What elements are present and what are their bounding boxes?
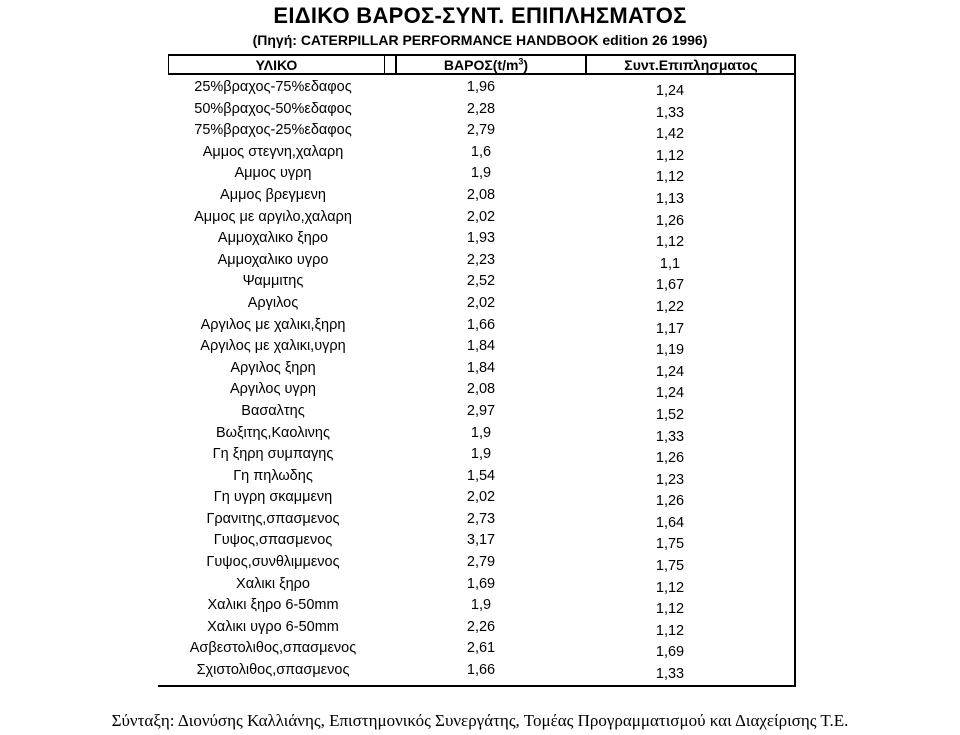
cell-weight: 2,23	[466, 251, 496, 268]
table-row	[158, 292, 794, 314]
table-row	[158, 637, 794, 659]
table-row	[158, 270, 794, 292]
cell-weight: 2,26	[466, 618, 496, 635]
table-row	[158, 486, 794, 508]
cell-material: Χαλικι υγρο 6-50mm	[207, 618, 339, 635]
cell-material: 50%βραχος-50%εδαφος	[194, 100, 352, 117]
cell-material: Σχιστολιθος,σπασμενος	[196, 662, 350, 679]
cell-weight: 1,84	[466, 338, 496, 355]
table-header	[168, 54, 794, 75]
cell-material: Αργιλος ξηρη	[230, 359, 316, 376]
cell-swell-factor: 1,33	[655, 666, 685, 683]
cell-material: Αμμοχαλικο ξηρο	[217, 230, 329, 247]
cell-swell-factor: 1,33	[655, 428, 685, 445]
cell-material: Γη πηλωδης	[233, 467, 313, 484]
table-row	[158, 551, 794, 573]
table-row	[158, 616, 794, 638]
cell-swell-factor: 1,24	[655, 363, 685, 380]
table-row	[158, 314, 794, 336]
cell-swell-factor: 1,26	[655, 450, 685, 467]
cell-swell-factor: 1,26	[655, 493, 685, 510]
cell-weight: 1,9	[470, 597, 492, 614]
table-row	[158, 422, 794, 444]
cell-weight: 1,96	[466, 79, 496, 95]
cell-swell-factor: 1,17	[655, 320, 685, 337]
cell-weight: 2,02	[466, 208, 496, 225]
header-material: ΥΛΙΚΟ	[169, 56, 385, 75]
table-row	[158, 206, 794, 228]
cell-weight: 2,61	[466, 640, 496, 657]
header-weight-superscript: 3	[518, 56, 524, 67]
cell-material: Ασβεστολιθος,σπασμενος	[189, 640, 357, 657]
table-row	[158, 227, 794, 249]
cell-swell-factor: 1,33	[655, 104, 685, 121]
cell-weight: 2,02	[466, 489, 496, 506]
table-row	[158, 400, 794, 422]
cell-swell-factor: 1,64	[655, 514, 685, 531]
cell-material: Αργιλος με χαλικι,ξηρη	[200, 316, 346, 333]
header-swell-factor: Συντ.Επιπλησματος	[585, 56, 795, 75]
cell-weight: 2,73	[466, 510, 496, 527]
cell-swell-factor: 1,24	[655, 385, 685, 402]
table-row	[158, 659, 794, 681]
cell-swell-factor: 1,24	[655, 83, 685, 99]
cell-material: Αμμος βρεγμενη	[220, 186, 326, 203]
table-row	[158, 141, 794, 163]
table-row	[158, 508, 794, 530]
cell-weight: 1,69	[466, 575, 496, 592]
cell-swell-factor: 1,42	[655, 126, 685, 143]
cell-material: Χαλικι ξηρο 6-50mm	[207, 597, 339, 614]
cell-material: Γη ξηρη συμπαγης	[212, 446, 334, 463]
cell-material: Αμμοχαλικο υγρο	[217, 251, 329, 268]
cell-swell-factor: 1,52	[655, 406, 685, 423]
header-weight-close: )	[523, 57, 529, 73]
cell-material: Ψαμμιτης	[242, 273, 304, 290]
cell-material: Γρανιτης,σπασμενος	[206, 510, 340, 527]
cell-swell-factor: 1,12	[655, 147, 685, 164]
cell-swell-factor: 1,12	[655, 622, 685, 639]
footer-credit: Σύνταξη: Διονύσης Καλλιάνης, Επιστημονικός Συνεργάτης, Τομέας Προγραμματισμού και Διαχείρισης Τ.Ε.	[111, 711, 849, 730]
cell-swell-factor: 1,75	[655, 558, 685, 575]
cell-material: Χαλικι ξηρο	[236, 575, 310, 592]
cell-swell-factor: 1,67	[655, 277, 685, 294]
cell-material: 25%βραχος-75%εδαφος	[194, 79, 352, 95]
table-row	[158, 529, 794, 551]
table-row	[158, 76, 794, 98]
cell-weight: 2,08	[466, 381, 496, 398]
table-row	[158, 378, 794, 400]
cell-weight: 1,9	[470, 424, 492, 441]
cell-material: Αργιλος υγρη	[230, 381, 316, 398]
cell-material: Γη υγρη σκαμμενη	[213, 489, 333, 506]
cell-weight: 1,84	[466, 359, 496, 376]
table-row	[158, 465, 794, 487]
cell-swell-factor: 1,1	[659, 255, 681, 272]
table-row	[158, 573, 794, 595]
table-row	[158, 249, 794, 271]
cell-material: Βασαλτης	[241, 402, 305, 419]
header-weight	[395, 56, 575, 75]
cell-weight: 2,52	[466, 273, 496, 290]
cell-weight: 1,9	[470, 165, 492, 182]
cell-swell-factor: 1,12	[655, 579, 685, 596]
cell-swell-factor: 1,19	[655, 342, 685, 359]
cell-weight: 2,02	[466, 294, 496, 311]
cell-swell-factor: 1,26	[655, 212, 685, 229]
cell-weight: 1,9	[470, 446, 492, 463]
cell-material: Αμμος υγρη	[234, 165, 312, 182]
header-weight-label: ΒΑΡΟΣ(t/m	[443, 57, 519, 73]
table-row	[158, 184, 794, 206]
cell-material: Γυψος,σπασμενος	[213, 532, 333, 549]
cell-swell-factor: 1,12	[655, 601, 685, 618]
cell-weight: 1,93	[466, 230, 496, 247]
cell-weight: 2,08	[466, 186, 496, 203]
table-row	[158, 357, 794, 379]
cell-weight: 2,28	[466, 100, 496, 117]
cell-swell-factor: 1,22	[655, 298, 685, 315]
data-table	[158, 54, 796, 687]
cell-material: Αργιλος με χαλικι,υγρη	[200, 338, 346, 355]
table-row	[158, 594, 794, 616]
cell-swell-factor: 1,13	[655, 190, 685, 207]
cell-swell-factor: 1,23	[655, 471, 685, 488]
page-subtitle: (Πηγή: CATERPILLAR PERFORMANCE HANDBOOK edition 26 1996)	[252, 32, 708, 48]
page-title: ΕΙΔΙΚΟ ΒΑΡΟΣ-ΣΥΝΤ. ΕΠΙΠΛΗΣΜΑΤΟΣ	[273, 3, 687, 28]
table-row	[158, 335, 794, 357]
cell-weight: 1,6	[470, 143, 492, 160]
cell-material: 75%βραχος-25%εδαφος	[194, 122, 352, 139]
cell-weight: 1,54	[466, 467, 496, 484]
cell-weight: 2,97	[466, 402, 496, 419]
table-row	[158, 98, 794, 120]
cell-material: Αμμος με αργιλο,χαλαρη	[194, 208, 352, 225]
table-row	[158, 443, 794, 465]
table-body	[158, 76, 794, 681]
table-row	[158, 162, 794, 184]
cell-weight: 3,17	[466, 532, 496, 549]
cell-weight: 2,79	[466, 554, 496, 571]
cell-swell-factor: 1,69	[655, 644, 685, 661]
cell-material: Βωξιτης,Καολινης	[216, 424, 330, 441]
cell-weight: 1,66	[466, 316, 496, 333]
cell-material: Αμμος στεγνη,χαλαρη	[202, 143, 344, 160]
table-row	[158, 119, 794, 141]
cell-weight: 1,66	[466, 662, 496, 679]
cell-material: Γυψος,συνθλιμμενος	[206, 554, 340, 571]
cell-swell-factor: 1,75	[655, 536, 685, 553]
cell-material: Αργιλος	[247, 294, 299, 311]
cell-swell-factor: 1,12	[655, 234, 685, 251]
cell-weight: 2,79	[466, 122, 496, 139]
cell-swell-factor: 1,12	[655, 169, 685, 186]
